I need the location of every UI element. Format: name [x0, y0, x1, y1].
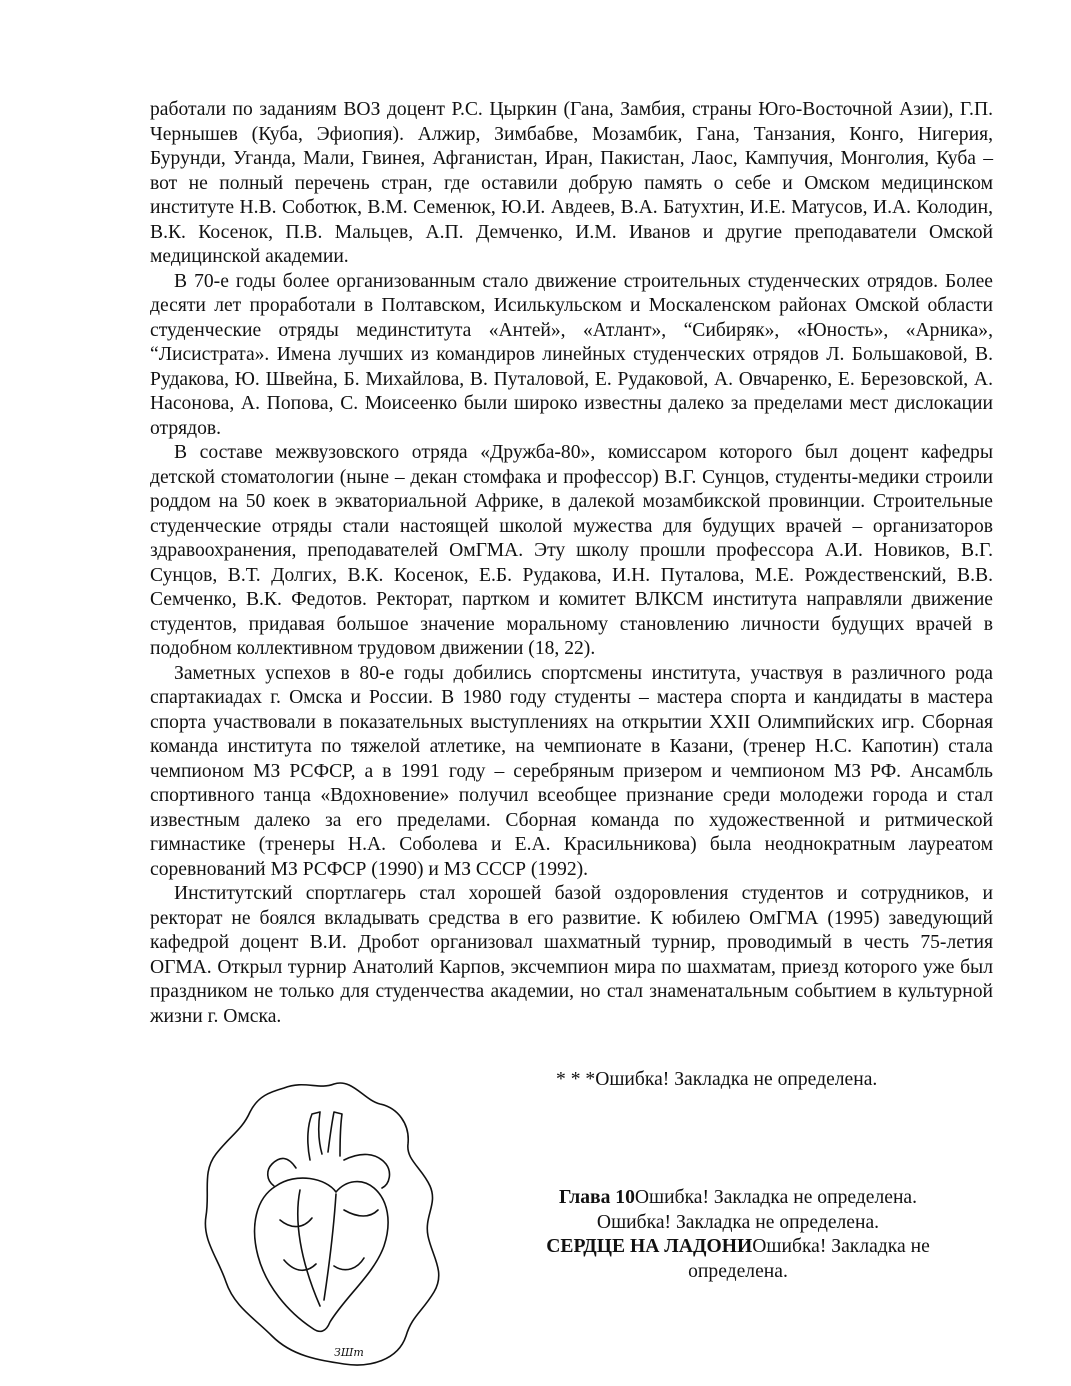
heart-in-palm-drawing-icon — [205, 1083, 438, 1365]
bookmark-error-3: Ошибка! Закладка не определена. — [688, 1236, 930, 1282]
chapter-heading — [510, 1186, 966, 1284]
paragraph-2: В 70-е годы более организованным стало движение строительных студенческих отрядов. Более десяти лет проработали в Полтавском, Исилькульском и Москаленском районах Омской области студенческие отряды мединститута «Антей», «Атлант», “Сибиряк», «Юность», «Арника», “Лисистрата». Имена лучших из командиров линейных студенческих отрядов Л. Большаковой, В. Рудакова, Ю. Швейна, Б. Михайлова, В. Путаловой, Е. Рудаковой, А. Овчаренко, Е. Березовской, А. Насонова, А. Попова, С. Моисеенко были широко известны далеко за пределами мест дислокации отрядов. — [150, 270, 993, 439]
bookmark-error-2: Ошибка! Закладка не определена. — [596, 1211, 880, 1233]
section-separator: * * *Ошибка! Закладка не определена. — [556, 1069, 878, 1090]
chapter-title: СЕРДЦЕ НА ЛАДОНИ — [546, 1236, 753, 1257]
paragraph-1: работали по заданиям ВОЗ доцент Р.С. Цыркин (Гана, Замбия, страны Юго-Восточной Азии), Г.П. Чернышев (Куба, Эфиопия). Алжир, Зимбабве, Мозамбик, Гана, Танзания, Конго, Нигерия, Бурунди, Уганда, Мали, Гвинея, Афганистан, Иран, Пакистан, Лаос, Кампучия, Монголия, Куба – вот не полный перечень стран, где оставили добрую память о себе и Омском медицинском институте Н.В. Соботюк, В.М. Семенюк, Ю.И. Авдеев, В.А. Батухтин, И.Е. Матусов, И.А. Колодин, В.К. Косенок, П.В. Мальцев, А.П. Демченко, И.М. Иванов и другие преподаватели Омской медицинской академии. — [150, 99, 993, 267]
chapter-label: Глава 10 — [558, 1187, 635, 1208]
chapter-line-3 — [510, 1235, 966, 1284]
paragraph-5: Институтский спортлагерь стал хорошей базой оздоровления студентов и сотрудников, и ректорат не боялся вкладывать средства в его развитие. К юбилею ОмГМА (1995) заведующий кафедрой доцент В.И. Дробот организовал шахматный турнир, проводимый в честь 75-летия ОГМА. Открыл турнир Анатолий Карпов, эксчемпион мира по шахматам, приезд которого уже был праздником не только для студенчества академии, но стал знаменатальным событием в культурной жизни г. Омска. — [150, 883, 993, 1027]
artist-signature: ЗШт — [334, 1346, 364, 1359]
paragraph-4: Заметных успехов в 80-е годы добились спортсмены института, участвуя в различного рода спартакиадах г. Омска и России. В 1980 году студенты – мастера спорта и кандидаты в мастера спорта участвовали в показательных выступлениях на открытии XXII Олимпийских игр. Сборная команда института по тяжелой атлетике, на чемпионате в Казани, (тренер Н.С. Капотин) стала чемпионом МЗ РСФСР, а в 1991 году – серебряным призером и чемпионом МЗ РФ. Ансамбль спортивного танца «Вдохновение» получил всеобщее признание среди молодежи города и стал известным далеко за его пределами. Сборная команда по художественной и ритмической гимнастике (тренеры Н.А. Соболева и Е.А. Красильникова) была неоднократным лауреатом соревнований МЗ РСФСР (1990) и МЗ СССР (1992). — [150, 662, 993, 880]
bookmark-error-1: Ошибка! Закладка не определена. — [634, 1187, 918, 1208]
chapter-line-2 — [510, 1211, 966, 1236]
paragraph-3: В составе межвузовского отряда «Дружба-80», комиссаром которого был доцент кафедры детской стоматологии (ныне – декан стомфака и профессор) В.Г. Сунцов, студенты-медики строили роддом на 50 коек в экваториальной Африке, в далекой мозамбикской провинции. Строительные студенческие отряды стали настоящей школой мужества для будущих врачей – организаторов здравоохранения, преподавателей ОмГМА. Эту школу прошли профессора А.И. Новиков, В.Г. Сунцов, В.Т. Долгих, В.К. Косенок, Е.Б. Рудакова, И.Н. Путалова, М.Е. Рождественский, В.В. Семченко, В.К. Федотов. Ректорат, партком и комитет ВЛКСМ института направляли движение студентов, придавая большое значение моральному становлению личности будущих врачей в подобном коллективном трудовом движении (18, 22). — [150, 442, 993, 659]
chapter-line-1 — [510, 1186, 966, 1211]
body-text — [150, 98, 993, 1029]
heart-in-palm-illustration — [184, 1060, 484, 1380]
